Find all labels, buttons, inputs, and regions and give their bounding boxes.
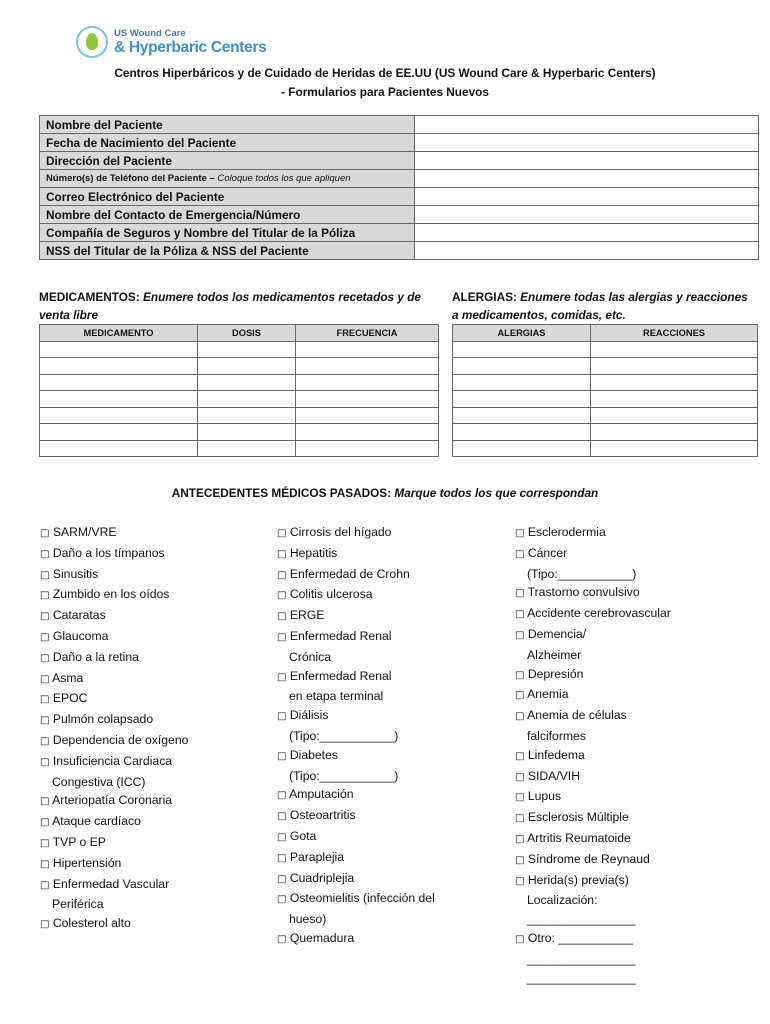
- history-item-label: TVP o EP: [52, 834, 106, 849]
- history-item[interactable]: [40, 854, 265, 875]
- patient-field-label-text: Correo Electrónico del Paciente: [46, 189, 225, 204]
- allergy-cell[interactable]: [591, 424, 758, 441]
- checkbox-icon[interactable]: □: [277, 852, 287, 864]
- allergies-heading: [452, 288, 752, 324]
- history-item-label: Asma: [52, 670, 84, 685]
- checkbox-icon[interactable]: □: [515, 548, 525, 560]
- checkbox-icon[interactable]: □: [40, 652, 50, 664]
- patient-field-value[interactable]: [414, 116, 758, 134]
- history-item-continuation: (Tipo:___________): [527, 566, 637, 581]
- logo-drop-icon: [86, 33, 98, 50]
- history-item[interactable]: [277, 806, 502, 827]
- history-item-label: Amputación: [289, 787, 354, 802]
- checkbox-icon[interactable]: □: [40, 673, 50, 685]
- checkbox-icon[interactable]: □: [515, 669, 525, 681]
- checkbox-icon[interactable]: □: [277, 873, 287, 885]
- history-item-continuation: hueso): [289, 912, 327, 927]
- history-item-label: Dependencia de oxígeno: [52, 732, 189, 747]
- checkbox-icon[interactable]: □: [277, 894, 287, 906]
- history-item-label: Demencia/: [527, 626, 587, 641]
- history-item[interactable]: [277, 544, 502, 565]
- history-item[interactable]: [277, 827, 502, 848]
- checkbox-icon[interactable]: □: [515, 813, 525, 825]
- history-item-label: Enfermedad Renal: [289, 668, 392, 683]
- checkbox-icon[interactable]: □: [515, 609, 525, 621]
- history-item[interactable]: [277, 889, 502, 929]
- medication-cell[interactable]: [40, 407, 198, 424]
- history-item[interactable]: [277, 785, 502, 806]
- medication-row: [40, 358, 439, 375]
- medications-instruction: Enumere todos los medicamentos recetados y de venta libre: [39, 290, 421, 322]
- document-title: Centros Hiperbáricos y de Cuidado de Heridas de EE.UU (US Wound Care & Hyperbaric Centers): [114, 66, 656, 80]
- history-item[interactable]: [40, 669, 265, 690]
- patient-field-label-text: Nombre del Paciente: [46, 117, 163, 132]
- medication-cell[interactable]: [40, 358, 198, 375]
- checkbox-icon[interactable]: □: [40, 796, 50, 808]
- history-item-label: EPOC: [52, 691, 88, 706]
- document-subtitle: - Formularios para Pacientes Nuevos: [281, 85, 489, 99]
- history-item[interactable]: [515, 544, 760, 584]
- history-item[interactable]: [515, 706, 760, 746]
- history-item-label: Osteoartritis: [289, 808, 356, 823]
- checkbox-icon[interactable]: □: [515, 588, 525, 600]
- logo-line2: & Hyperbaric Centers: [114, 39, 267, 56]
- medication-row: [40, 407, 439, 424]
- history-item-continuation: ________________: [527, 970, 636, 985]
- history-item[interactable]: [40, 875, 265, 915]
- history-item-label: Diabetes: [289, 747, 338, 762]
- history-item[interactable]: [277, 869, 502, 890]
- history-item[interactable]: [515, 929, 760, 987]
- history-item[interactable]: [515, 808, 760, 829]
- history-item-label: Hipertensión: [52, 855, 122, 870]
- history-item[interactable]: [40, 833, 265, 854]
- history-item-label: Enfermedad Vascular: [52, 876, 170, 891]
- history-column-2: [277, 523, 502, 950]
- history-item-label: Cuadriplejia: [289, 870, 355, 885]
- allergy-cell[interactable]: [591, 341, 758, 358]
- allergies-instruction: Enumere todas las alergias y reacciones a medicamentos, comidas, etc.: [452, 290, 748, 322]
- checkbox-icon[interactable]: □: [515, 933, 525, 945]
- history-title: ANTECEDENTES MÉDICOS PASADOS:: [171, 486, 392, 500]
- medication-cell[interactable]: [198, 374, 296, 391]
- history-item-label: Depresión: [527, 666, 584, 681]
- patient-field-row: [40, 188, 759, 206]
- history-item[interactable]: [40, 648, 265, 669]
- checkbox-icon[interactable]: □: [277, 711, 287, 723]
- history-item[interactable]: [515, 583, 760, 604]
- medication-row: [40, 440, 439, 457]
- history-item[interactable]: [40, 791, 265, 812]
- medication-cell[interactable]: [40, 440, 198, 457]
- checkbox-icon[interactable]: □: [277, 811, 287, 823]
- patient-field-label-text: Fecha de Nacimiento del Paciente: [46, 135, 237, 150]
- history-item[interactable]: [277, 627, 502, 667]
- history-item-label: Linfedema: [527, 747, 585, 762]
- checkbox-icon[interactable]: □: [277, 528, 287, 539]
- history-item-label: ERGE: [289, 608, 325, 623]
- medications-table: [39, 324, 439, 457]
- checkbox-icon[interactable]: □: [277, 750, 287, 762]
- medication-cell[interactable]: [296, 358, 439, 375]
- checkbox-icon[interactable]: □: [40, 694, 50, 706]
- history-item[interactable]: [277, 929, 502, 950]
- history-item-label: Síndrome de Reynaud: [527, 851, 650, 866]
- history-item-label: Quemadura: [289, 930, 355, 945]
- med-col-medication: MEDICAMENTO: [40, 325, 198, 342]
- allergy-cell[interactable]: [453, 440, 591, 457]
- history-item[interactable]: [277, 565, 502, 586]
- history-item-label: Paraplejia: [289, 849, 345, 864]
- checkbox-icon[interactable]: □: [277, 790, 287, 802]
- history-item[interactable]: [40, 731, 265, 752]
- history-item-continuation: Periférica: [52, 897, 104, 912]
- medication-row: [40, 374, 439, 391]
- history-item-continuation: (Tipo:___________): [289, 728, 399, 743]
- patient-field-row: [40, 116, 759, 134]
- allergy-row: [453, 424, 758, 441]
- history-item[interactable]: [277, 848, 502, 869]
- checkbox-icon[interactable]: □: [40, 528, 50, 539]
- history-item[interactable]: [515, 829, 760, 850]
- patient-info-table: [39, 115, 759, 260]
- checkbox-icon[interactable]: □: [515, 771, 525, 783]
- history-item-label: Otro: ___________: [527, 930, 633, 945]
- checkbox-icon[interactable]: □: [40, 569, 50, 581]
- checkbox-icon[interactable]: □: [40, 837, 50, 849]
- allergy-cell[interactable]: [591, 391, 758, 408]
- medication-cell[interactable]: [40, 374, 198, 391]
- allergy-cell[interactable]: [453, 407, 591, 424]
- patient-field-label: [40, 170, 415, 188]
- patient-field-value[interactable]: [414, 152, 758, 170]
- history-item[interactable]: [277, 606, 502, 627]
- patient-field-value[interactable]: [414, 134, 758, 152]
- medication-cell[interactable]: [296, 407, 439, 424]
- medication-row: [40, 424, 439, 441]
- history-item-label: Osteomielitis (infección del: [289, 891, 435, 906]
- patient-field-note: Coloque todos los que apliquen: [217, 173, 351, 184]
- checkbox-icon[interactable]: □: [40, 879, 50, 891]
- allergy-cell[interactable]: [453, 358, 591, 375]
- patient-field-row: [40, 134, 759, 152]
- checkbox-icon[interactable]: □: [40, 919, 50, 931]
- history-item-label: Pulmón colapsado: [52, 712, 154, 727]
- checkbox-icon[interactable]: □: [40, 817, 50, 829]
- history-column-1: [40, 523, 265, 935]
- allergy-cell[interactable]: [591, 374, 758, 391]
- med-col-dose: DOSIS: [198, 325, 296, 342]
- allergy-cell[interactable]: [453, 424, 591, 441]
- patient-field-label-text: Dirección del Paciente: [46, 153, 172, 168]
- history-item[interactable]: [40, 523, 265, 544]
- history-item[interactable]: [515, 523, 760, 544]
- checkbox-icon[interactable]: □: [40, 631, 50, 643]
- history-item[interactable]: [277, 523, 502, 544]
- checkbox-icon[interactable]: □: [515, 833, 525, 845]
- checkbox-icon[interactable]: □: [277, 671, 287, 683]
- checkbox-icon[interactable]: □: [515, 629, 525, 641]
- patient-field-label: [40, 116, 415, 134]
- checkbox-icon[interactable]: □: [277, 933, 287, 945]
- allergy-row: [453, 440, 758, 457]
- history-item-continuation: (Tipo:___________): [289, 768, 399, 783]
- checkbox-icon[interactable]: □: [277, 611, 287, 623]
- medication-cell[interactable]: [198, 424, 296, 441]
- checkbox-icon[interactable]: □: [277, 631, 287, 643]
- history-item[interactable]: [40, 544, 265, 565]
- medications-heading: [39, 288, 439, 324]
- history-item[interactable]: [40, 752, 265, 792]
- allergy-cell[interactable]: [591, 440, 758, 457]
- history-item-label: Gota: [289, 828, 317, 843]
- history-item[interactable]: [515, 787, 760, 808]
- history-item-label: Insuficiencia Cardiaca: [52, 753, 173, 768]
- medication-cell[interactable]: [40, 424, 198, 441]
- patient-field-label-text: Número(s) de Teléfono del Paciente –: [46, 173, 215, 184]
- history-instruction: Marque todos los que correspondan: [394, 486, 599, 500]
- medication-cell[interactable]: [40, 391, 198, 408]
- patient-field-value[interactable]: [414, 188, 758, 206]
- logo-line1: US Wound Care: [114, 28, 186, 39]
- allergy-cell[interactable]: [591, 407, 758, 424]
- history-item-label: Anemia: [527, 687, 569, 702]
- patient-field-label: [40, 188, 415, 206]
- checkbox-icon[interactable]: □: [515, 690, 525, 702]
- checkbox-icon[interactable]: □: [277, 831, 287, 843]
- history-item-label: Zumbido en los oídos: [52, 587, 170, 602]
- checkbox-icon[interactable]: □: [277, 548, 287, 560]
- medication-cell[interactable]: [198, 341, 296, 358]
- history-item[interactable]: [515, 850, 760, 871]
- patient-field-row: [40, 170, 759, 188]
- checkbox-icon[interactable]: □: [40, 590, 50, 602]
- allergy-cell[interactable]: [453, 341, 591, 358]
- history-item[interactable]: [515, 685, 760, 706]
- allergy-cell[interactable]: [453, 391, 591, 408]
- history-item-continuation: ________________: [527, 951, 636, 966]
- history-item-label: Diálisis: [289, 708, 329, 723]
- history-item-label: Cataratas: [52, 608, 106, 623]
- history-item-label: Arteriopatía Coronaria: [52, 793, 173, 808]
- checkbox-icon[interactable]: □: [515, 875, 525, 887]
- history-item-continuation: Crónica: [289, 649, 331, 664]
- history-item-label: SIDA/VIH: [527, 768, 580, 783]
- checkbox-icon[interactable]: □: [515, 528, 525, 539]
- patient-field-row: [40, 206, 759, 224]
- medication-cell[interactable]: [296, 424, 439, 441]
- alg-col-reaction: REACCIONES: [591, 325, 758, 342]
- medication-row: [40, 391, 439, 408]
- checkbox-icon[interactable]: □: [40, 611, 50, 623]
- history-item-label: Colesterol alto: [52, 916, 131, 931]
- allergy-row: [453, 407, 758, 424]
- history-item[interactable]: [515, 746, 760, 767]
- history-heading: [0, 486, 770, 500]
- checkbox-icon[interactable]: □: [515, 711, 525, 723]
- history-item-label: Enfermedad de Crohn: [289, 566, 410, 581]
- checkbox-icon[interactable]: □: [40, 756, 50, 768]
- history-item-label: Sinusitis: [52, 566, 99, 581]
- history-item-label: Enfermedad Renal: [289, 628, 392, 643]
- allergy-row: [453, 341, 758, 358]
- history-item-continuation: falciformes: [527, 728, 586, 743]
- medication-cell[interactable]: [40, 341, 198, 358]
- history-item[interactable]: [277, 706, 502, 746]
- medication-cell[interactable]: [296, 440, 439, 457]
- history-item-label: Lupus: [527, 789, 562, 804]
- medications-title: MEDICAMENTOS:: [39, 290, 140, 304]
- history-item-label: Glaucoma: [52, 628, 109, 643]
- allergies-table: [452, 324, 758, 457]
- medication-cell[interactable]: [296, 391, 439, 408]
- allergy-row: [453, 391, 758, 408]
- history-item-label: SARM/VRE: [52, 525, 117, 539]
- patient-field-label: [40, 224, 415, 242]
- checkbox-icon[interactable]: □: [277, 569, 287, 581]
- patient-field-label: [40, 152, 415, 170]
- patient-field-value[interactable]: [414, 206, 758, 224]
- history-item[interactable]: [40, 812, 265, 833]
- allergy-row: [453, 358, 758, 375]
- history-item[interactable]: [277, 585, 502, 606]
- history-item[interactable]: [515, 767, 760, 788]
- patient-field-value[interactable]: [414, 242, 758, 260]
- history-item-label: Anemia de células: [527, 708, 627, 723]
- patient-field-label: [40, 134, 415, 152]
- history-item[interactable]: [40, 606, 265, 627]
- history-item[interactable]: [40, 914, 265, 935]
- checkbox-icon[interactable]: □: [40, 715, 50, 727]
- history-item[interactable]: [277, 667, 502, 707]
- history-item[interactable]: [277, 746, 502, 786]
- history-item[interactable]: [515, 871, 760, 929]
- company-logo: [76, 26, 296, 60]
- patient-field-label-text: Nombre del Contacto de Emergencia/Número: [46, 207, 301, 222]
- history-item[interactable]: [40, 627, 265, 648]
- checkbox-icon[interactable]: □: [515, 854, 525, 866]
- history-item-label: Cirrosis del hígado: [289, 525, 392, 539]
- history-item-label: Colitis ulcerosa: [289, 587, 373, 602]
- history-item-continuation: en etapa terminal: [289, 689, 384, 704]
- history-item-label: Daño a los tímpanos: [52, 545, 165, 560]
- checkbox-icon[interactable]: □: [515, 750, 525, 762]
- history-item-label: Herida(s) previa(s): [527, 872, 629, 887]
- patient-field-value[interactable]: [414, 170, 758, 188]
- medication-cell[interactable]: [198, 391, 296, 408]
- medication-row: [40, 341, 439, 358]
- allergy-row: [453, 374, 758, 391]
- medication-cell[interactable]: [296, 374, 439, 391]
- history-column-3: [515, 523, 760, 987]
- history-item-continuation: Alzheimer: [527, 647, 582, 662]
- history-item-continuation: Congestiva (ICC): [52, 774, 146, 789]
- medication-cell[interactable]: [198, 440, 296, 457]
- patient-field-row: [40, 152, 759, 170]
- checkbox-icon[interactable]: □: [515, 792, 525, 804]
- medication-cell[interactable]: [198, 407, 296, 424]
- checkbox-icon[interactable]: □: [40, 735, 50, 747]
- medication-cell[interactable]: [198, 358, 296, 375]
- history-item-continuation: ________________: [527, 912, 636, 927]
- history-item[interactable]: [40, 585, 265, 606]
- history-item-label: Esclerodermia: [527, 525, 606, 539]
- patient-field-label-text: NSS del Titular de la Póliza & NSS del Paciente: [46, 243, 309, 258]
- history-item[interactable]: [40, 689, 265, 710]
- allergies-title: ALERGIAS:: [452, 290, 517, 304]
- history-item-label: Hepatitis: [289, 545, 338, 560]
- patient-field-label: [40, 242, 415, 260]
- checkbox-icon[interactable]: □: [40, 858, 50, 870]
- history-item-continuation: Localización:: [527, 893, 598, 908]
- history-item[interactable]: [40, 565, 265, 586]
- patient-field-label-text: Compañía de Seguros y Nombre del Titular de la Póliza: [46, 225, 356, 240]
- checkbox-icon[interactable]: □: [277, 590, 287, 602]
- allergy-cell[interactable]: [591, 358, 758, 375]
- history-item-label: Trastorno convulsivo: [527, 585, 640, 600]
- patient-field-row: [40, 242, 759, 260]
- history-item-label: Esclerosis Múltiple: [527, 810, 629, 825]
- history-item[interactable]: [515, 604, 760, 625]
- history-item-label: Accidente cerebrovascular: [527, 606, 671, 621]
- history-item[interactable]: [515, 665, 760, 686]
- patient-field-row: [40, 224, 759, 242]
- alg-col-allergy: ALERGIAS: [453, 325, 591, 342]
- history-item[interactable]: [515, 625, 760, 665]
- history-item-label: Ataque cardíaco: [52, 814, 141, 829]
- med-col-frequency: FRECUENCIA: [296, 325, 439, 342]
- patient-field-label: [40, 206, 415, 224]
- history-item[interactable]: [40, 710, 265, 731]
- history-item-label: Artritis Reumatoide: [527, 830, 631, 845]
- checkbox-icon[interactable]: □: [40, 548, 50, 560]
- history-item-label: Daño a la retina: [52, 649, 139, 664]
- patient-field-value[interactable]: [414, 224, 758, 242]
- history-item-label: Cáncer: [527, 545, 568, 560]
- allergy-cell[interactable]: [453, 374, 591, 391]
- medication-cell[interactable]: [296, 341, 439, 358]
